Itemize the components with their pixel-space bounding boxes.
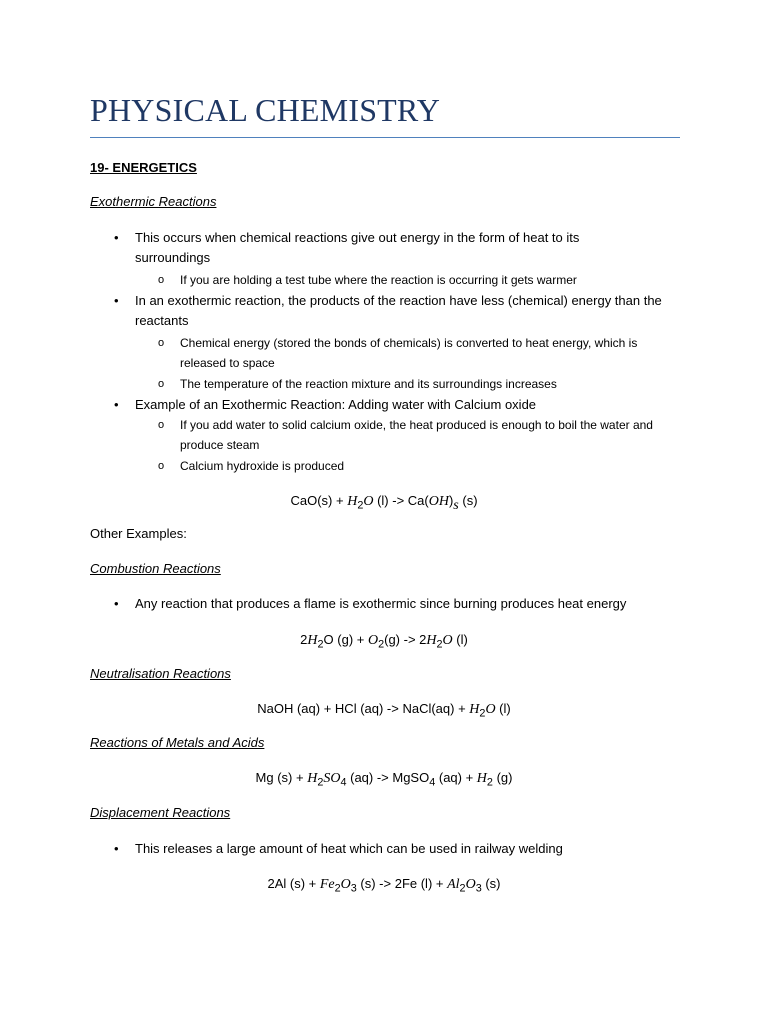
sub-bullet-text: If you are holding a test tube where the reaction is occurring it gets warmer	[180, 273, 577, 287]
bullet-item	[90, 228, 690, 270]
equation-text: Mg (s) +	[255, 770, 308, 785]
equation-subscript: 2	[357, 499, 364, 512]
equation-subscript: 2	[317, 638, 324, 651]
equation-subscript: 3	[475, 882, 482, 895]
sub-bullet-glyph: o	[158, 337, 165, 349]
bullet-glyph: •	[114, 230, 119, 245]
equation-text: (s) -> 2Fe (l) +	[356, 876, 448, 891]
equation-text: (g) -> 2	[384, 632, 427, 647]
section-heading: 19- ENERGETICS	[90, 160, 197, 175]
equation-text: (l) -> Ca(	[373, 493, 429, 508]
equation-subscript: 2	[479, 707, 486, 720]
equation-symbol: O	[367, 633, 379, 648]
equation-subscript: 4	[340, 776, 347, 789]
equation-subscript: 2	[334, 882, 341, 895]
bullet-glyph: •	[114, 596, 119, 611]
equation-metals-acids	[90, 768, 678, 793]
equation-text: (l)	[452, 632, 468, 647]
equation-text: (g)	[492, 770, 513, 785]
equation-symbol: H	[307, 633, 318, 648]
equation-symbol: O	[340, 877, 351, 892]
equation-text: (s)	[458, 493, 478, 508]
equation-symbol: H	[476, 771, 487, 786]
equation-text: )	[448, 493, 454, 508]
bullet-item	[90, 594, 690, 614]
equation-neutralisation	[90, 699, 678, 724]
sub-bullet-glyph: o	[158, 460, 165, 472]
equation-text: O (g) +	[323, 632, 368, 647]
equation-symbol: SO	[323, 771, 341, 786]
equation-text: CaO(s) +	[290, 493, 348, 508]
other-examples-label: Other Examples:	[90, 526, 187, 541]
sub-bullet-text: Calcium hydroxide is produced	[180, 459, 345, 473]
displacement-heading: Displacement Reactions	[90, 805, 231, 820]
bullet-text: Example of an Exothermic Reaction: Adding water with Calcium oxide	[135, 397, 537, 412]
sub-bullet-item	[90, 415, 690, 455]
equation-symbol: O	[485, 702, 496, 717]
equation-symbol: H	[469, 702, 480, 717]
equation-symbol: O	[442, 633, 453, 648]
title-underline-rule	[90, 137, 680, 138]
equation-text: 2Al (s) +	[267, 876, 320, 891]
equation-displacement	[90, 874, 678, 899]
equation-symbol: O	[465, 877, 476, 892]
equation-text: (l)	[495, 701, 511, 716]
sub-bullet-text: If you add water to solid calcium oxide, the heat produced is enough to boil the water and produce steam	[180, 418, 653, 452]
sub-bullet-item	[90, 333, 690, 373]
sub-bullet-glyph: o	[158, 378, 165, 390]
bullet-item	[90, 291, 690, 333]
equation-subscript: 2	[436, 638, 443, 651]
equation-symbol: Al	[447, 877, 460, 892]
equation-subscript: s	[453, 497, 459, 513]
equation-text: (aq) +	[435, 770, 477, 785]
bullet-text: Any reaction that produces a flame is exothermic since burning produces heat energy	[135, 596, 627, 611]
bullet-glyph: •	[114, 397, 119, 412]
exothermic-heading: Exothermic Reactions	[90, 194, 217, 209]
equation-symbol: Fe	[319, 877, 335, 892]
sub-bullet-glyph: o	[158, 419, 165, 431]
equation-text: (s)	[481, 876, 501, 891]
equation-subscript: 2	[317, 776, 324, 789]
bullet-text: This occurs when chemical reactions give out energy in the form of heat to its surroundings	[135, 230, 580, 265]
equation-symbol: O	[363, 494, 374, 509]
metals-acids-heading: Reactions of Metals and Acids	[90, 735, 265, 750]
combustion-heading: Combustion Reactions	[90, 561, 221, 576]
equation-text: NaOH (aq) + HCl (aq) -> NaCl(aq) +	[257, 701, 470, 716]
bullet-text: This releases a large amount of heat which can be used in railway welding	[135, 841, 563, 856]
bullet-item	[90, 839, 690, 859]
equation-symbol: OH	[428, 494, 449, 509]
equation-symbol: H	[426, 633, 437, 648]
equation-subscript: 4	[429, 776, 436, 789]
sub-bullet-text: Chemical energy (stored the bonds of chemicals) is converted to heat energy, which is released to space	[180, 336, 638, 370]
equation-text: (aq) -> MgSO	[346, 770, 430, 785]
sub-bullet-item	[90, 374, 690, 394]
bullet-text: In an exothermic reaction, the products of the reaction have less (chemical) energy than the reactants	[135, 293, 662, 328]
bullet-item	[90, 395, 690, 415]
equation-subscript: 2	[378, 638, 385, 651]
equation-subscript: 3	[350, 882, 357, 895]
equation-combustion	[90, 630, 678, 655]
equation-subscript: 2	[459, 882, 466, 895]
sub-bullet-text: The temperature of the reaction mixture and its surroundings increases	[180, 377, 557, 391]
page-title: PHYSICAL CHEMISTRY	[90, 92, 441, 128]
equation-calcium-oxide	[90, 491, 678, 516]
sub-bullet-glyph: o	[158, 274, 165, 286]
sub-bullet-item	[90, 456, 690, 476]
sub-bullet-item	[90, 270, 690, 290]
neutralisation-heading: Neutralisation Reactions	[90, 666, 231, 681]
equation-subscript: 2	[486, 776, 493, 789]
bullet-glyph: •	[114, 841, 119, 856]
equation-symbol: H	[347, 494, 358, 509]
bullet-glyph: •	[114, 293, 119, 308]
equation-text: 2	[300, 632, 308, 647]
equation-symbol: H	[307, 771, 318, 786]
